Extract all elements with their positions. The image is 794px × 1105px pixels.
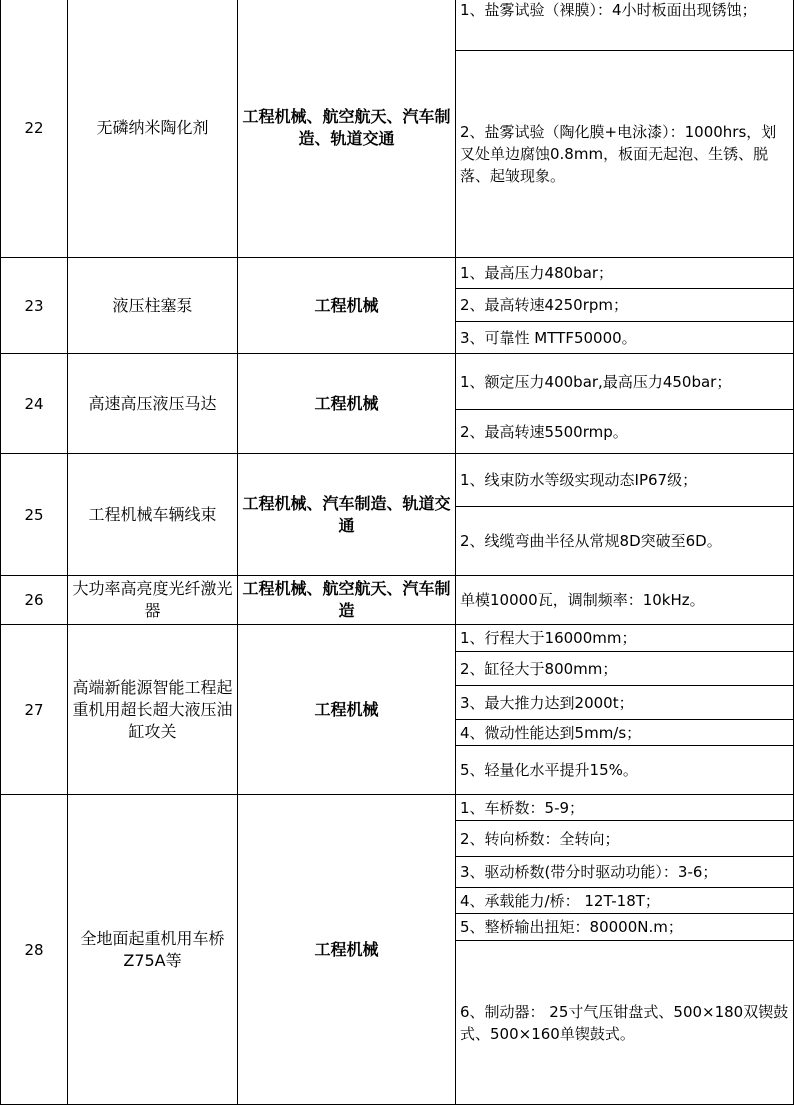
spec-item (456, 625, 794, 652)
spec-item (456, 686, 794, 720)
spec-item (456, 322, 794, 354)
spec-item (456, 652, 794, 686)
product-name: 无磷纳米陶化剂 (68, 0, 238, 258)
spec-text: 5、整桥输出扭矩：80000N.m； (460, 918, 683, 936)
spec-item (456, 410, 794, 454)
spec-text: 1、车桥数：5-9； (460, 798, 585, 817)
product-name: 大功率高亮度光纤激光器 (68, 576, 238, 625)
spec-text: 4、微动性能达到5mm/s； (460, 723, 642, 742)
application-field: 工程机械 (238, 354, 456, 454)
spec-item (456, 507, 794, 576)
row-number: 22 (0, 0, 68, 258)
row-number: 24 (0, 354, 68, 454)
spec-text: 3、可靠性 MTTF50000。 (460, 328, 637, 347)
spec-text: 单模10000瓦，调制频率：10kHz。 (460, 591, 705, 609)
spec-item (456, 795, 794, 821)
spec-text: 1、线束防水等级实现动态IP67级； (460, 471, 698, 489)
spec-item (456, 720, 794, 746)
spec-text: 1、最高压力480bar； (460, 264, 614, 282)
spec-text: 5、轻量化水平提升15%。 (460, 761, 638, 779)
spec-text: 2、缸径大于800mm； (460, 659, 618, 678)
spec-text: 2、转向桥数：全转向； (460, 829, 620, 848)
row-number: 28 (0, 795, 68, 1105)
spec-item (456, 289, 794, 322)
row-number: 23 (0, 258, 68, 354)
spec-text: 4、承载能力/桥： 12T-18T； (460, 891, 660, 910)
product-name: 全地面起重机用车桥Z75A等 (68, 795, 238, 1105)
spec-item (456, 746, 794, 795)
application-field: 工程机械 (238, 258, 456, 354)
application-field: 工程机械、汽车制造、轨道交通 (238, 454, 456, 576)
application-field: 工程机械、航空航天、汽车制造 (238, 576, 456, 625)
spec-text: 1、行程大于16000mm； (460, 629, 637, 647)
row-number: 26 (0, 576, 68, 625)
spec-text: 2、线缆弯曲半径从常规8D突破至6D。 (460, 532, 722, 550)
spec-text: 2、最高转速4250rpm； (460, 296, 629, 314)
application-field: 工程机械 (238, 625, 456, 795)
spec-item (456, 0, 794, 51)
spec-item (456, 821, 794, 857)
spec-item (456, 576, 794, 625)
row-number: 27 (0, 625, 68, 795)
spec-text: 3、驱动桥数(带分时驱动功能）：3-6； (460, 863, 718, 881)
spec-text: 1、额定压力400bar,最高压力450bar； (460, 372, 732, 391)
product-name: 工程机械车辆线束 (68, 454, 238, 576)
spec-item (456, 888, 794, 914)
spec-text: 2、盐雾试验（陶化膜+电泳漆）：1000hrs，划叉处单边腐蚀0.8mm，板面无起泡、生锈、脱落、起皱现象。 (460, 123, 777, 185)
spec-item (456, 51, 794, 258)
product-name: 高速高压液压马达 (68, 354, 238, 454)
spec-item (456, 454, 794, 507)
spec-text: 2、最高转速5500rmp。 (460, 422, 628, 441)
spec-text: 1、盐雾试验（裸膜）：4小时板面出现锈蚀； (460, 1, 757, 19)
spec-item (456, 354, 794, 410)
row-number: 25 (0, 454, 68, 576)
spec-item (456, 941, 794, 1105)
spec-text: 6、制动器： 25寸气压钳盘式、500×180双锲鼓式、500×160单锲鼓式。 (460, 1002, 789, 1043)
spec-item (456, 914, 794, 941)
spec-text: 3、最大推力达到2000t； (460, 693, 634, 712)
product-name: 高端新能源智能工程起重机用超长超大液压油缸攻关 (68, 625, 238, 795)
application-field: 工程机械 (238, 795, 456, 1105)
product-name: 液压柱塞泵 (68, 258, 238, 354)
application-field: 工程机械、航空航天、汽车制造、轨道交通 (238, 0, 456, 258)
spec-item (456, 258, 794, 289)
spec-item (456, 857, 794, 888)
